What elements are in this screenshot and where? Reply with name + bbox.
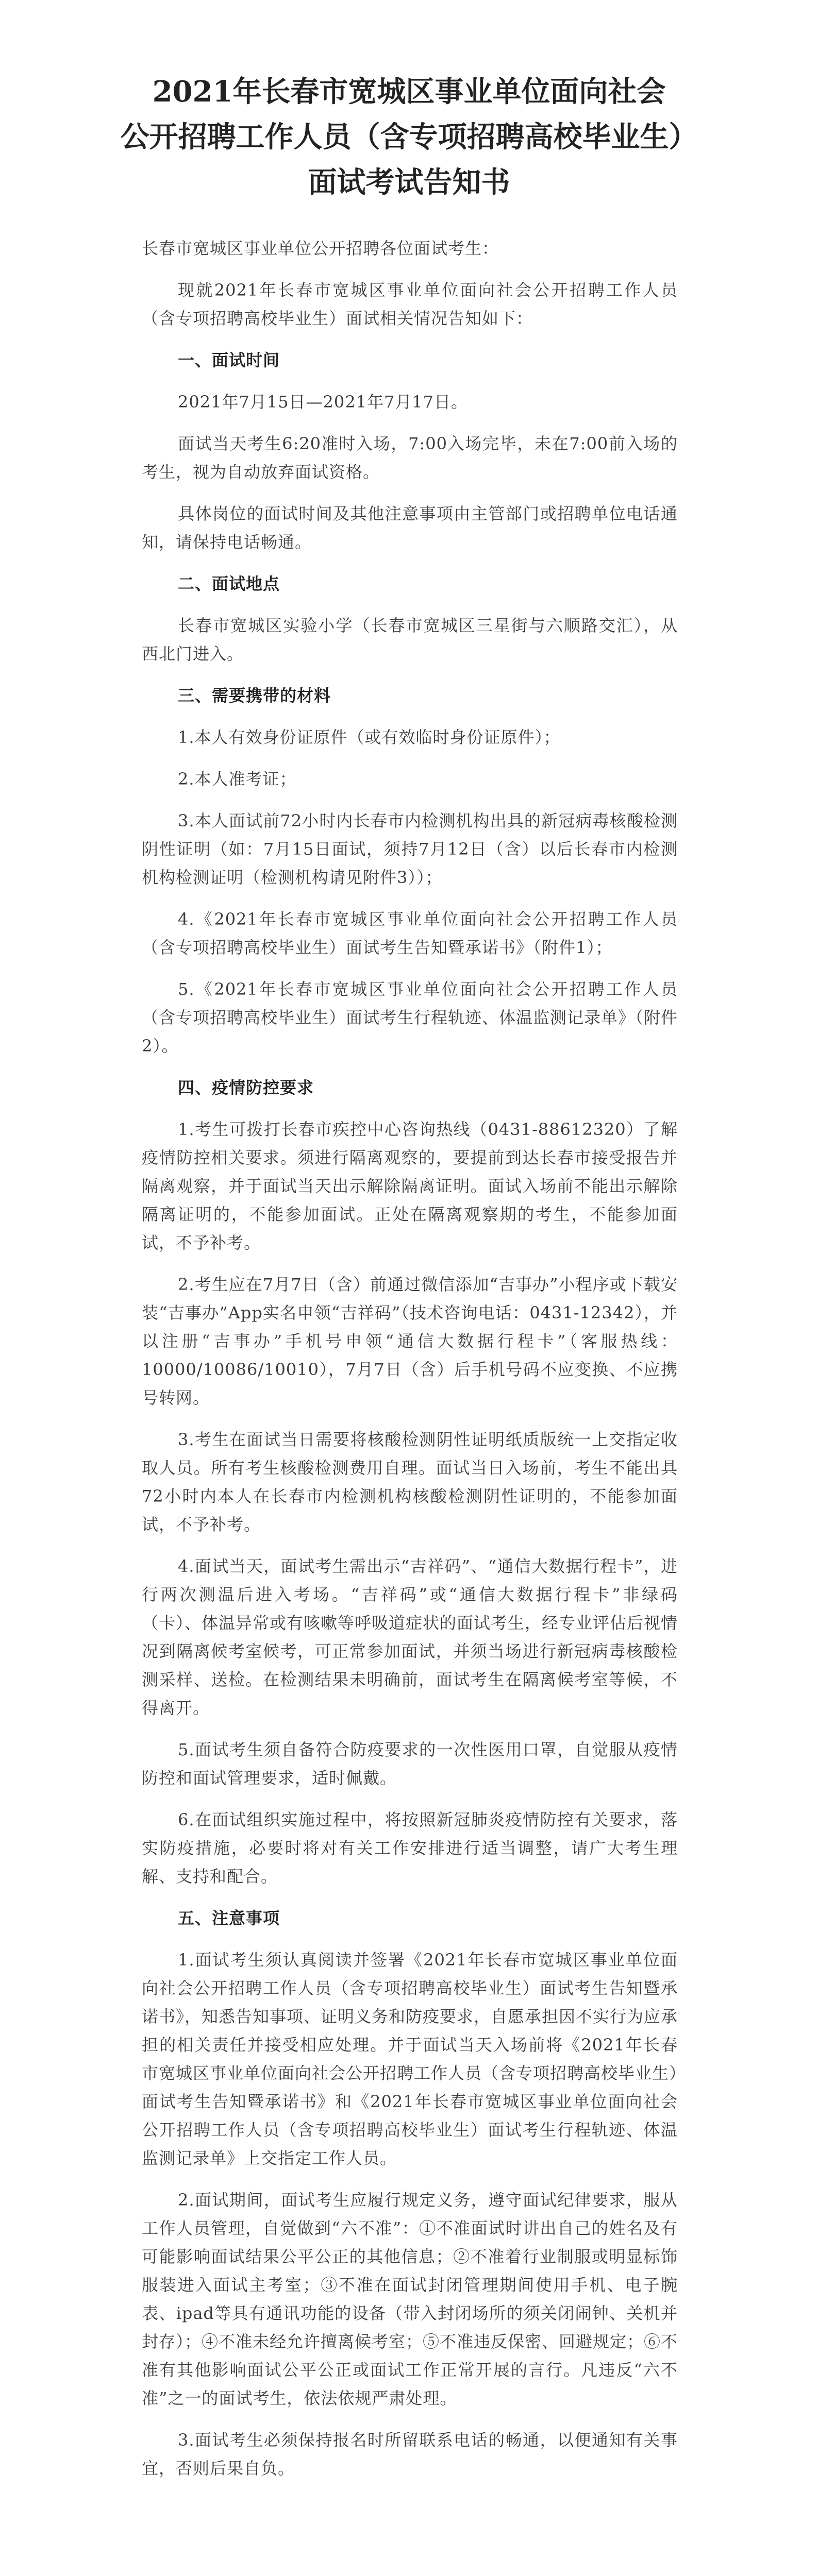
section-paragraph: 长春市宽城区实验小学（长春市宽城区三星街与六顺路交汇），从西北门进入。 xyxy=(142,616,678,664)
section-paragraph: 3.面试考生必须保持报名时所留联系电话的畅通，以便通知有关事宜，否则后果自负。 xyxy=(142,2430,678,2478)
section-paragraph: 1.面试考生须认真阅读并签署《2021年长春市宽城区事业单位面向社会公开招聘工作人员（含专项招聘高校毕业生）面试考生告知暨承诺书》，知悉告知事项、证明义务和防疫要求，自愿承担因不实行为应承担的相关责任并接受相应处理。并于面试当天入场前将《2021年长春市宽城区事业单位面向社会公开招聘工作人员（含专项招聘高校毕业生）面试考生告知暨承诺书》和《2021年长春市宽城区事业单位面向社会公开招聘工作人员（含专项招聘高校毕业生）面试考生行程轨迹、体温监测记录单》上交指定工作人员。 xyxy=(142,1950,678,2168)
section-paragraph: 4.面试当天，面试考生需出示“吉祥码”、“通信大数据行程卡”，进行两次测温后进入考场。“吉祥码”或“通信大数据行程卡”非绿码（卡）、体温异常或有咳嗽等呼吸道症状的面试考生，经专业评估后视情况到隔离候考室候考，可正常参加面试，并须当场进行新冠病毒核酸检测采样、送检。在检测结果未明确前，面试考生在隔离候考室等候，不得离开。 xyxy=(142,1556,678,1718)
document-title-line-3: 面试考试告知书 xyxy=(308,165,510,199)
document-body xyxy=(142,234,678,2496)
section-paragraph: 1.本人有效身份证原件（或有效临时身份证原件）； xyxy=(178,727,561,747)
salutation: 长春市宽城区事业单位公开招聘各位面试考生： xyxy=(142,239,499,258)
section-paragraph: 3.考生在面试当日需要将核酸检测阴性证明纸质版统一上交指定收取人员。所有考生核酸检测费用自理。面试当日入场前，考生不能出具72小时内本人在长春市内检测机构核酸检测阴性证明的，不能参加面试，不予补考。 xyxy=(142,1430,678,1534)
section-paragraph: 1.考生可拨打长春市疾控中心咨询热线（0431-88612320）了解疫情防控相关要求。须进行隔离观察的，要提前到达长春市接受报告并隔离观察，并于面试当天出示解除隔离证明。面试入场前不能出示解除隔离证明的，不能参加面试。正处在隔离观察期的考生，不能参加面试，不予补考。 xyxy=(142,1120,678,1252)
section-paragraph: 5.《2021年长春市宽城区事业单位面向社会公开招聘工作人员（含专项招聘高校毕业生）面试考生行程轨迹、体温监测记录单》（附件2）。 xyxy=(142,979,678,1056)
section-paragraph: 2.考生应在7月7日（含）前通过微信添加“吉事办”小程序或下载安装“吉事办”App实名申领“吉祥码”（技术咨询电话：0431-12342），并以注册“吉事办”手机号申领“通信大数据行程卡”（客服热线：10000/10086/10010），7月7日（含）后手机号码不应变换、不应携号转网。 xyxy=(142,1275,678,1408)
section-paragraph: 面试当天考生6:20准时入场，7:00入场完毕，未在7:00前入场的考生，视为自动放弃面试资格。 xyxy=(142,434,678,482)
section-paragraph: 2.本人准考证； xyxy=(178,769,297,789)
document-title-line-2: 公开招聘工作人员（含专项招聘高校毕业生） xyxy=(120,120,698,154)
intro-paragraph: 现就2021年长春市宽城区事业单位面向社会公开招聘工作人员（含专项招聘高校毕业生）面试相关情况告知如下： xyxy=(142,280,678,328)
section-paragraph: 4.《2021年长春市宽城区事业单位面向社会公开招聘工作人员（含专项招聘高校毕业生）面试考生告知暨承诺书》（附件1）； xyxy=(142,909,678,957)
section-heading-notes: 五、注意事项 xyxy=(178,1908,280,1928)
section-paragraph: 5.面试考生须自备符合防疫要求的一次性医用口罩，自觉服从疫情防控和面试管理要求，适时佩戴。 xyxy=(142,1740,678,1788)
section-paragraph: 2021年7月15日—2021年7月17日。 xyxy=(178,392,469,412)
section-heading-epidemic: 四、疫情防控要求 xyxy=(178,1078,314,1097)
section-paragraph: 具体岗位的面试时间及其他注意事项由主管部门或招聘单位电话通知，请保持电话畅通。 xyxy=(142,504,678,552)
section-paragraph: 6.在面试组织实施过程中，将按照新冠肺炎疫情防控有关要求，落实防疫措施，必要时将对有关工作安排进行适当调整，请广大考生理解、支持和配合。 xyxy=(142,1810,678,1886)
section-heading-time: 一、面试时间 xyxy=(178,350,280,370)
section-paragraph: 3.本人面试前72小时内长春市内检测机构出具的新冠病毒核酸检测阴性证明（如：7月15日面试，须持7月12日（含）以后长春市内检测机构检测证明（检测机构请见附件3））； xyxy=(142,811,678,887)
section-heading-materials: 三、需要携带的材料 xyxy=(178,686,331,705)
section-paragraph: 2.面试期间，面试考生应履行规定义务，遵守面试纪律要求，服从工作人员管理，自觉做到“六不准”：①不准面试时讲出自己的姓名及有可能影响面试结果公平公正的其他信息；②不准着行业制服或明显标饰服装进入面试主考室；③不准在面试封闭管理期间使用手机、电子腕表、ipad等具有通讯功能的设备（带入封闭场所的须关闭闹钟、关机并封存）；④不准未经允许擅离候考室；⑤不准违反保密、回避规定；⑥不准有其他影响面试公平公正或面试工作正常开展的言行。凡违反“六不准”之一的面试考生，依法依规严肃处理。 xyxy=(142,2190,678,2408)
section-heading-location: 二、面试地点 xyxy=(178,574,280,594)
document-title-line-1: 2021年长春市宽城区事业单位面向社会 xyxy=(152,75,666,109)
